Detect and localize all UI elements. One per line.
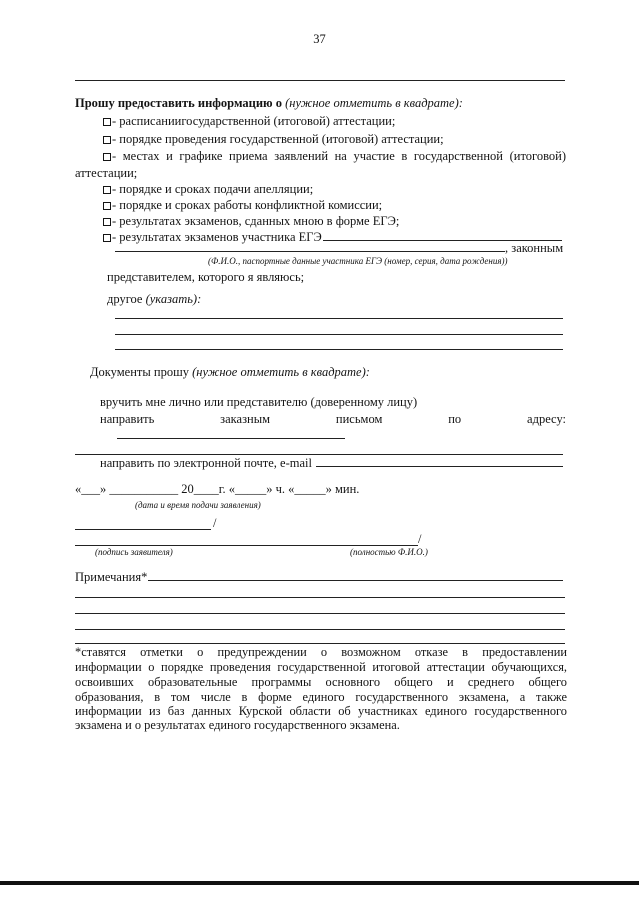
full-name-caption: (полностью Ф.И.О.) [350, 547, 428, 557]
empty-checkbox-icon [103, 186, 111, 194]
footnote-line: экзамена и о результатах единого государственного экзамена. [75, 718, 400, 732]
documents-heading-text: Документы прошу [90, 365, 189, 379]
fill-line [323, 230, 562, 241]
info-option-label: - порядке проведения государственной (итоговой) аттестации; [112, 132, 444, 146]
signature-line [75, 529, 211, 530]
full-name-line [75, 545, 418, 546]
info-option-participant-results [103, 230, 562, 245]
documents-heading-hint: (нужное отметить в квадрате): [192, 365, 370, 379]
notes-line [75, 629, 565, 630]
page-number: 37 [313, 32, 326, 46]
info-option-commission [103, 198, 382, 213]
info-option-schedule [103, 114, 395, 129]
full-name-separator: / [418, 532, 422, 546]
delivery-by-email [100, 456, 563, 471]
info-request-heading-hint: (нужное отметить в квадрате): [285, 96, 463, 110]
delivery-in-person: вручить мне лично или представителю (доверенному лицу) [100, 395, 418, 409]
fill-line [115, 334, 563, 335]
documents-heading [90, 365, 370, 380]
signature-caption: (подпись заявителя) [95, 547, 173, 557]
fill-line [115, 349, 563, 350]
delivery-by-email-label: направить по электронной почте, e-mail [100, 456, 312, 470]
info-option-appeal [103, 182, 313, 197]
address-line [117, 438, 345, 439]
info-option-label: - порядке и сроках работы конфликтной комиссии; [112, 198, 383, 212]
email-line [316, 456, 563, 467]
empty-checkbox-icon [103, 153, 111, 161]
info-request-heading [75, 96, 463, 111]
other-hint: (указать): [145, 292, 202, 306]
notes-line [75, 613, 565, 614]
info-option-label: - результатах экзаменов, сданных мною в форме ЕГЭ; [112, 214, 400, 228]
top-divider [75, 80, 565, 81]
empty-checkbox-icon [103, 202, 111, 210]
notes-line [75, 597, 565, 598]
footnote-line: освоивших образовательные программы основного общего и среднего общего [75, 675, 567, 689]
info-option-procedure [103, 132, 444, 147]
notes-row [75, 570, 563, 585]
info-option-label: - местах и графике приема заявлений на участие в государственной (итоговой) [112, 149, 566, 163]
submission-date-time: «___» ___________ 20____г. «_____» ч. «_____» мин. [75, 482, 360, 496]
participant-caption: (Ф.И.О., паспортные данные участника ЕГЭ (номер, серия, дата рождения)) [208, 256, 508, 266]
notes-line [148, 570, 563, 581]
info-request-heading-text: Прошу предоставить информацию о [75, 96, 282, 110]
fill-line [115, 318, 563, 319]
footnote-line: информации о порядке проведения государственной итоговой аттестации обучающихся, [75, 660, 567, 674]
empty-checkbox-icon [103, 118, 111, 126]
info-option-own-results [103, 214, 399, 229]
notes-label: Примечания* [75, 570, 148, 584]
other-option [107, 292, 201, 307]
empty-checkbox-icon [103, 136, 111, 144]
info-option-label: - расписаниигосударственной (итоговой) аттестации; [112, 114, 396, 128]
signature-separator: / [213, 516, 217, 530]
info-option-label: - результатах экзаменов участника ЕГЭ [112, 230, 322, 244]
participant-suffix: , законным [505, 241, 564, 255]
scan-edge-bar [0, 881, 639, 885]
delivery-by-mail: направить заказным письмом по адресу: [100, 412, 566, 426]
fill-line [115, 251, 505, 252]
footnote-line: *ставятся отметки о предупреждении о возможном отказе в предоставлении [75, 645, 567, 659]
participant-representative-text: представителем, которого я являюсь; [107, 270, 305, 284]
empty-checkbox-icon [103, 218, 111, 226]
submission-date-time-caption: (дата и время подачи заявления) [135, 500, 261, 510]
footnote-line: информации из баз данных Курской области об участниках единого государственного [75, 704, 567, 718]
info-option-label: - порядке и сроках подачи апелляции; [112, 182, 314, 196]
notes-line [75, 643, 565, 644]
empty-checkbox-icon [103, 234, 111, 242]
info-option-venues-continuation: аттестации; [75, 166, 138, 180]
address-line [75, 454, 563, 455]
footnote-line: образования, в том числе в форме единого государственного экзамена, а также [75, 690, 567, 704]
other-label: другое [107, 292, 143, 306]
info-option-venues [103, 149, 566, 164]
